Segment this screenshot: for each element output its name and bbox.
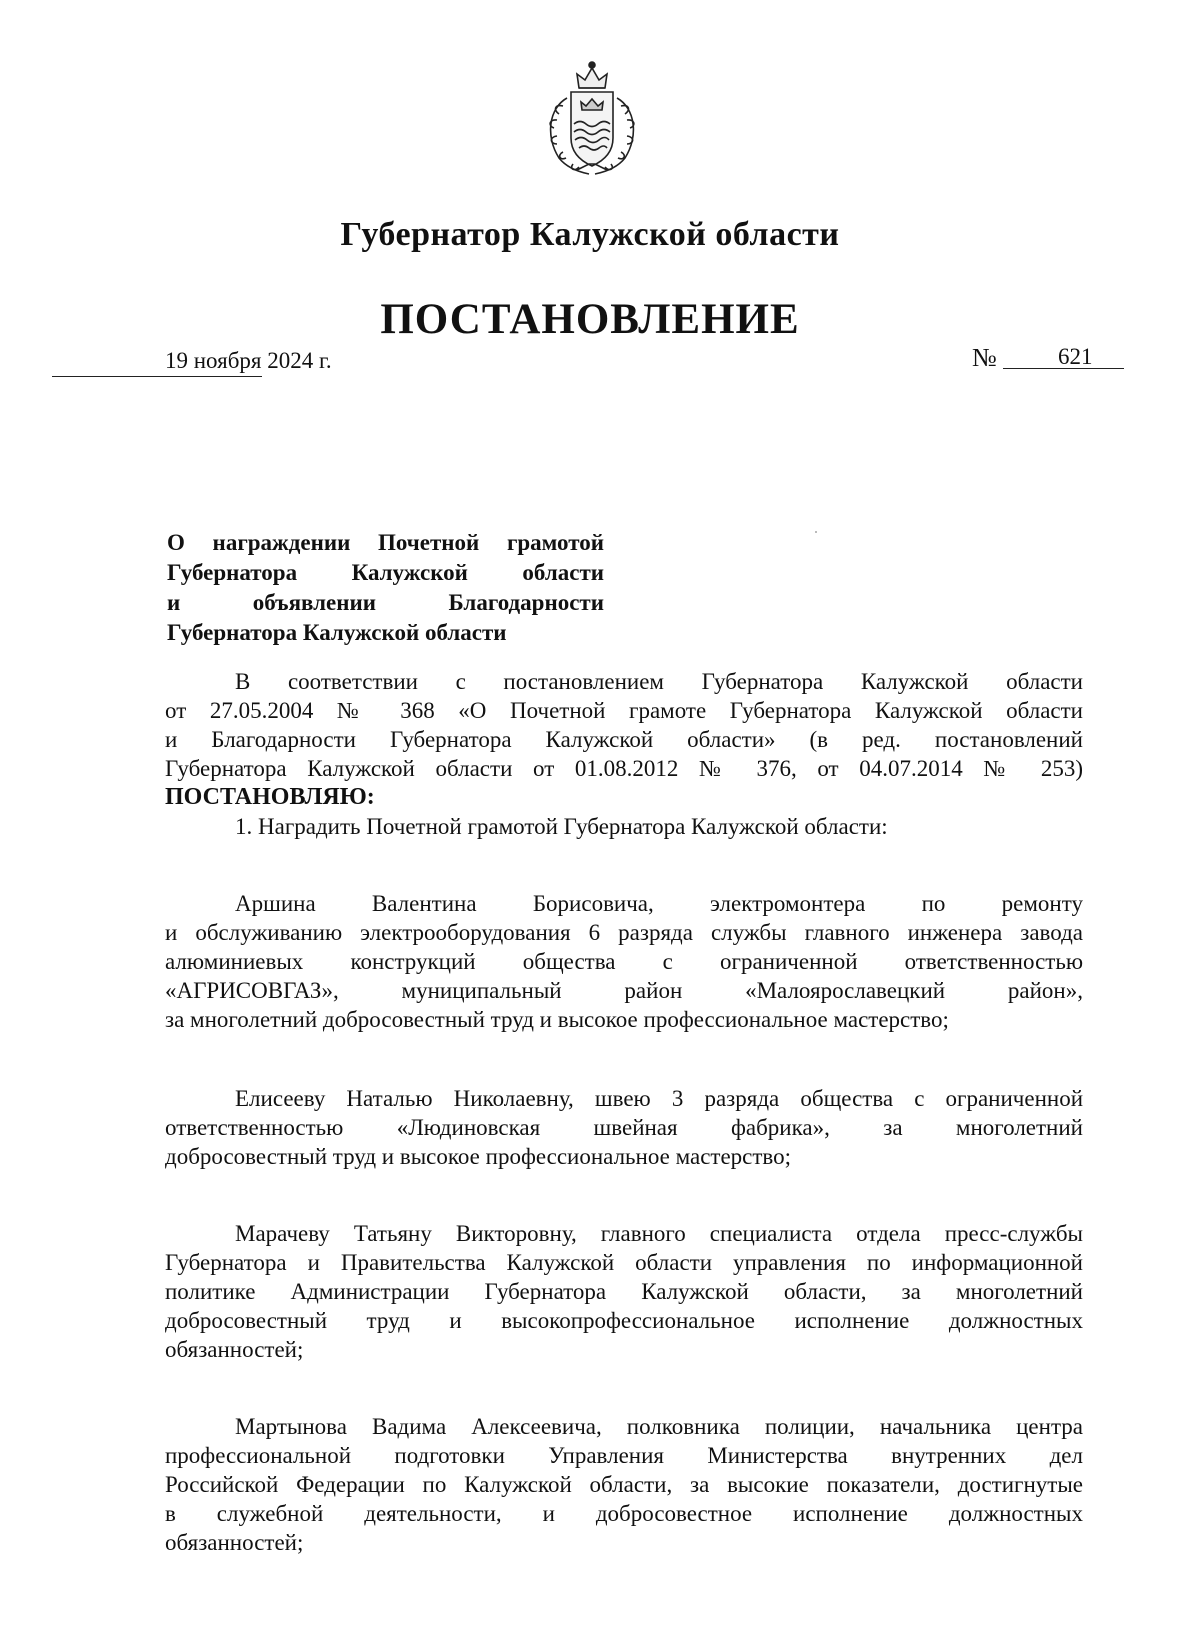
awardee-line: добросовестный труд и высокопрофессиональное исполнение должностных — [165, 1308, 1083, 1333]
subject-line: и объявлении Благодарности — [167, 590, 604, 615]
awardee-line: ответственностью «Людиновская швейная фабрика», за многолетний — [165, 1115, 1083, 1140]
awardee-line: Российской Федерации по Калужской области, за высокие показатели, достигнутые — [165, 1472, 1083, 1497]
preamble-line: и Благодарности Губернатора Калужской области» (в ред. постановлений — [165, 727, 1083, 752]
document-number: 621 — [1058, 344, 1093, 369]
document-type-heading: ПОСТАНОВЛЕНИЕ — [380, 296, 800, 343]
subject-line: Губернатора Калужской области — [167, 620, 507, 645]
awardee-paragraph — [165, 1084, 1083, 1171]
awardee-paragraph — [165, 1412, 1083, 1557]
awardee-line: Марачеву Татьяну Викторовну, главного специалиста отдела пресс-службы — [235, 1221, 1083, 1246]
awardee-line: Губернатора и Правительства Калужской области управления по информационной — [165, 1250, 1083, 1275]
awardee-line: Аршина Валентина Борисовича, электромонтера по ремонту — [235, 891, 1083, 916]
number-underline — [1003, 368, 1124, 369]
preamble-line: В соответствии с постановлением Губернатора Калужской области — [235, 669, 1083, 694]
awardee-line: алюминиевых конструкций общества с ограниченной ответственностью — [165, 949, 1083, 974]
subject-line: О награждении Почетной грамотой — [167, 530, 604, 555]
awardee-line: в служебной деятельности, и добросовестное исполнение должностных — [165, 1501, 1083, 1526]
number-label: № — [972, 343, 997, 372]
awardee-line: за многолетний добросовестный труд и высокое профессиональное мастерство; — [165, 1007, 949, 1032]
issuing-authority-title: Губернатор Калужской области — [340, 216, 840, 253]
awardee-line: добросовестный труд и высокое профессиональное мастерство; — [165, 1144, 792, 1169]
awardee-line: политике Администрации Губернатора Калужской области, за многолетний — [165, 1279, 1083, 1304]
subject-heading — [167, 528, 604, 648]
preamble-paragraph — [165, 667, 1083, 841]
preamble-line: Губернатора Калужской области от 01.08.2012 № 376, от 04.07.2014 № 253) — [165, 756, 1083, 781]
coat-of-arms-icon — [527, 58, 657, 178]
awardee-line: Елисееву Наталью Николаевну, швею 3 разряда общества с ограниченной — [235, 1086, 1083, 1111]
awardee-line: профессиональной подготовки Управления Министерства внутренних дел — [165, 1443, 1083, 1468]
awardee-line: Мартынова Вадима Алексеевича, полковника полиции, начальника центра — [235, 1414, 1083, 1439]
awardee-paragraph — [165, 889, 1083, 1034]
awardee-line: обязанностей; — [165, 1337, 304, 1362]
preamble-line: от 27.05.2004 № 368 «О Почетной грамоте Губернатора Калужской области — [165, 698, 1083, 723]
awardee-line: обязанностей; — [165, 1530, 304, 1555]
subject-line: Губернатора Калужской области — [167, 560, 604, 585]
scan-speck — [815, 531, 817, 533]
awardee-line: «АГРИСОВГАЗ», муниципальный район «Малоярославецкий район», — [165, 978, 1083, 1003]
document-date: 19 ноября 2024 г. — [165, 348, 332, 373]
decree-word: ПОСТАНОВЛЯЮ: — [165, 784, 375, 810]
awardee-paragraph — [165, 1219, 1083, 1364]
date-underline — [52, 376, 262, 377]
awardee-line: и обслуживанию электрооборудования 6 разряда службы главного инженера завода — [165, 920, 1083, 945]
item-1: 1. Наградить Почетной грамотой Губернатора Калужской области: — [235, 814, 888, 839]
